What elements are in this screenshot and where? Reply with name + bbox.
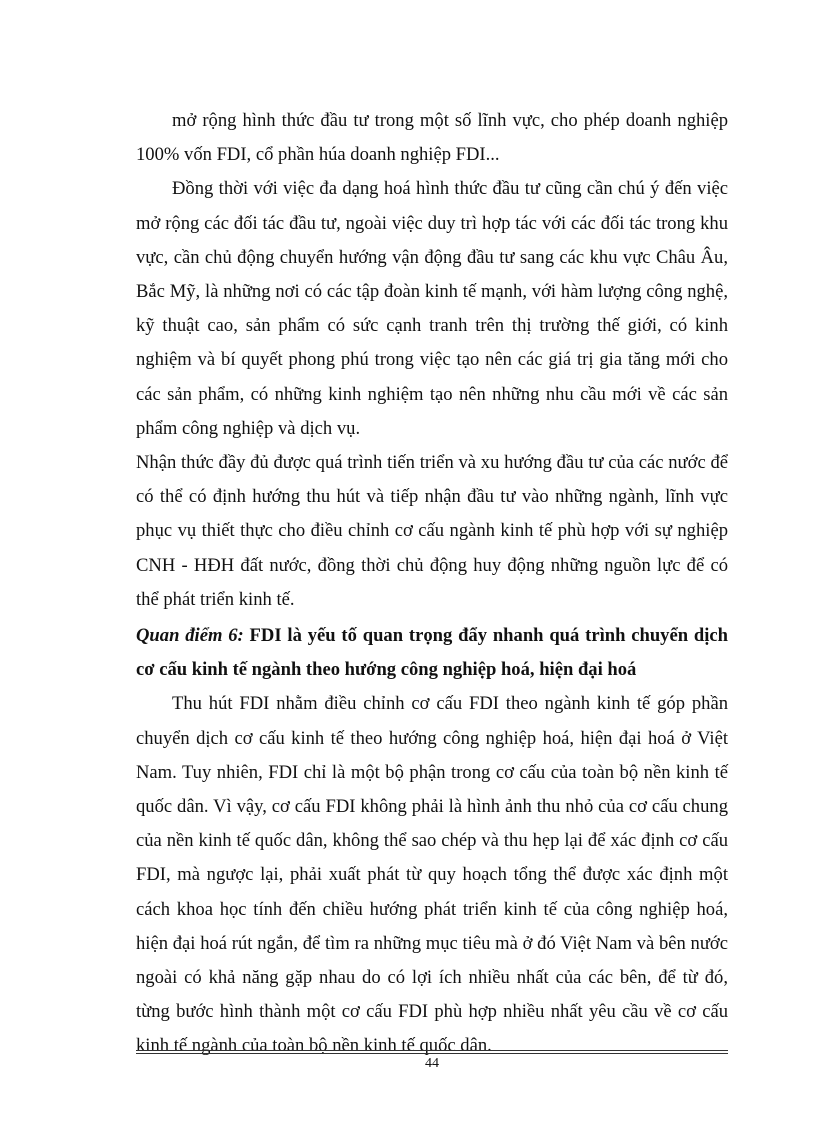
paragraph-continuation: mở rộng hình thức đầu tư trong một số lĩnh vực, cho phép doanh nghiệp 100% vốn FDI, cổ phần húa doanh nghiệp FDI... bbox=[136, 110, 728, 166]
page-body bbox=[136, 104, 728, 1064]
heading-lead: Quan điểm 6: bbox=[136, 625, 244, 647]
paragraph-awareness: Nhận thức đầy đủ được quá trình tiến triển và xu hướng đầu tư của các nước để có thể có định hướng thu hút và tiếp nhận đầu tư vào những ngành, lĩnh vực phục vụ thiết thực cho điều chỉnh cơ cấu ngành kinh tế phù hợp với sự nghiệp CNH - HĐH đất nước, đồng thời chủ động huy động những nguồn lực để có thể phát triển kinh tế. bbox=[136, 452, 728, 610]
heading-text: FDI là yếu tố quan trọng đẩy nhanh quá trình chuyển dịch cơ cấu kinh tế ngành theo hướng công nghiệp hoá, hiện đại hoá bbox=[136, 625, 729, 681]
footer-rule-bottom bbox=[136, 1053, 728, 1054]
footer-rule-top bbox=[136, 1050, 728, 1051]
paragraph-partners: Đồng thời với việc đa dạng hoá hình thức đầu tư cũng cần chú ý đến việc mở rộng các đối tác đầu tư, ngoài việc duy trì hợp tác với các đối tác trong khu vực, cần chủ động chuyển hướng vận động đầu tư sang các khu vực Châu Âu, Bắc Mỹ, là những nơi có các tập đoàn kinh tế mạnh, với hàm lượng công nghệ, kỹ thuật cao, sản phẩm có sức cạnh tranh trên thị trường thế giới, có kinh nghiệm và bí quyết phong phú trong việc tạo nên các giá trị gia tăng mới cho các sản phẩm, có những kinh nghiệm tạo nên những nhu cầu mới về các sản phẩm công nghiệp và dịch vụ. bbox=[136, 178, 728, 439]
paragraph-fdi-structure: Thu hút FDI nhằm điều chỉnh cơ cấu FDI theo ngành kinh tế góp phần chuyển dịch cơ cấu kinh tế theo hướng công nghiệp hoá, hiện đại hoá ở Việt Nam. Tuy nhiên, FDI chỉ là một bộ phận trong cơ cấu của toàn bộ nền kinh tế quốc dân. Vì vậy, cơ cấu FDI không phải là hình ảnh thu nhỏ của cơ cấu chung của nền kinh tế quốc dân, không thể sao chép và thu hẹp lại để xác định cơ cấu FDI, mà ngược lại, phải xuất phát từ quy hoạch tổng thể được xác định một cách khoa học tính đến chiều hướng phát triển kinh tế của công nghiệp hoá, hiện đại hoá rút ngắn, để tìm ra những mục tiêu mà ở đó Việt Nam và bên nước ngoài có khả năng gặp nhau do có lợi ích nhiều nhất của các bên, để từ đó, từng bước hình thành một cơ cấu FDI phù hợp nhiều nhất yêu cầu về cơ cấu kinh tế ngành của toàn bộ nền kinh tế quốc dân. bbox=[136, 693, 728, 1057]
page-number: 44 bbox=[425, 1056, 439, 1071]
section-heading bbox=[136, 619, 728, 687]
